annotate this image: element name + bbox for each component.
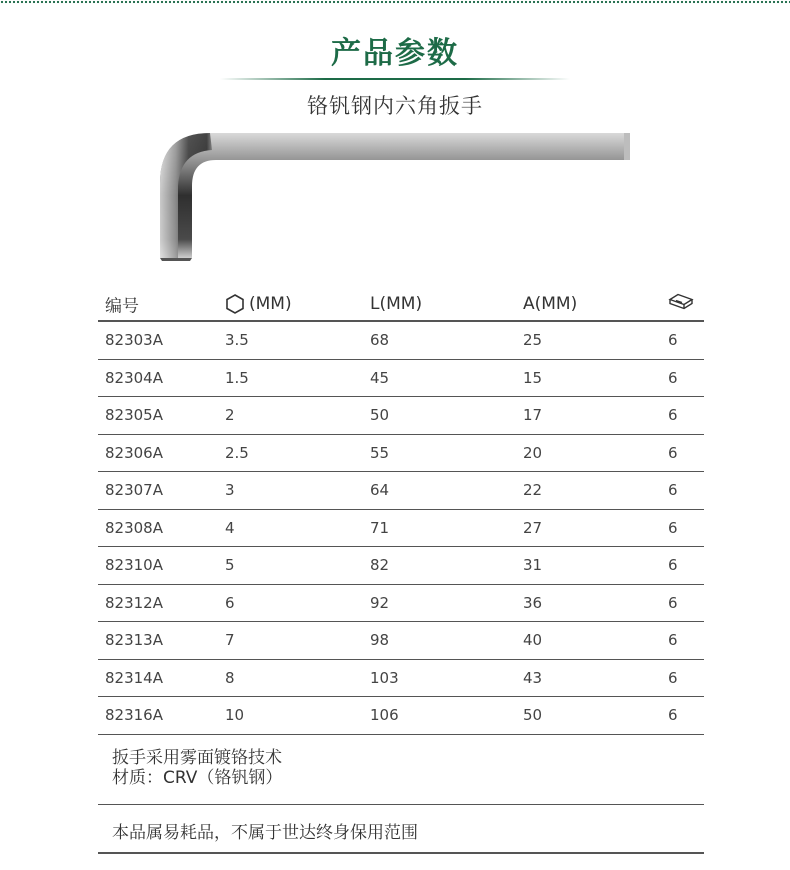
cell-size: 8 (225, 668, 235, 687)
header-size (225, 294, 292, 314)
cell-qty: 6 (668, 331, 678, 350)
cell-size: 4 (225, 518, 235, 537)
cell-a: 27 (523, 518, 543, 537)
cell-size: 3.5 (225, 331, 249, 350)
cell-qty: 6 (668, 706, 678, 725)
cell-qty: 6 (668, 556, 678, 575)
cell-length: 64 (370, 481, 390, 500)
cell-qty: 6 (668, 518, 678, 537)
cell-a: 36 (523, 593, 543, 612)
cell-a: 40 (523, 631, 543, 650)
cell-size: 2 (225, 406, 235, 425)
dotted-top-border (0, 0, 790, 4)
cell-size: 2.5 (225, 443, 249, 462)
cell-code: 82306A (105, 443, 163, 462)
table-row (98, 322, 704, 360)
header-qty (668, 292, 694, 317)
cell-length: 55 (370, 443, 390, 462)
cell-a: 25 (523, 331, 543, 350)
cell-qty: 6 (668, 406, 678, 425)
hex-key-wrench-image (150, 128, 640, 263)
cell-qty: 6 (668, 593, 678, 612)
cell-length: 71 (370, 518, 390, 537)
product-name: 铬钒钢内六角扳手 (307, 94, 483, 118)
cell-length: 92 (370, 593, 390, 612)
cell-code: 82308A (105, 518, 163, 537)
warranty-note-box (98, 806, 704, 854)
cell-length: 103 (370, 668, 399, 687)
spec-table (98, 284, 704, 735)
hexagon-icon (225, 294, 245, 314)
cell-length: 50 (370, 406, 390, 425)
table-row (98, 660, 704, 698)
table-row (98, 472, 704, 510)
cell-size: 7 (225, 631, 235, 650)
cell-a: 17 (523, 406, 543, 425)
title-divider (220, 78, 570, 80)
material-notes (98, 748, 704, 805)
table-row (98, 547, 704, 585)
cell-length: 45 (370, 368, 390, 387)
cell-size: 10 (225, 706, 245, 725)
cell-a: 15 (523, 368, 543, 387)
note-warranty: 本品属易耗品，不属于世达终身保用范围 (112, 823, 418, 843)
table-row (98, 622, 704, 660)
package-icon (668, 292, 694, 312)
table-row (98, 510, 704, 548)
header-code: 编号 (105, 296, 139, 317)
note-finish: 扳手采用雾面镀铬技术 (112, 748, 282, 768)
cell-code: 82313A (105, 631, 163, 650)
cell-qty: 6 (668, 668, 678, 687)
cell-a: 20 (523, 443, 543, 462)
header-length: L(MM) (370, 294, 423, 314)
cell-code: 82307A (105, 481, 163, 500)
cell-length: 106 (370, 706, 399, 725)
cell-size: 6 (225, 593, 235, 612)
table-row (98, 697, 704, 735)
table-row (98, 435, 704, 473)
cell-length: 68 (370, 331, 390, 350)
cell-code: 82304A (105, 368, 163, 387)
cell-code: 82310A (105, 556, 163, 575)
cell-a: 31 (523, 556, 543, 575)
cell-qty: 6 (668, 631, 678, 650)
cell-size: 3 (225, 481, 235, 500)
table-row (98, 585, 704, 623)
table-row (98, 397, 704, 435)
page-title: 产品参数 (331, 36, 459, 71)
cell-code: 82312A (105, 593, 163, 612)
cell-qty: 6 (668, 481, 678, 500)
cell-qty: 6 (668, 443, 678, 462)
cell-code: 82305A (105, 406, 163, 425)
cell-length: 98 (370, 631, 390, 650)
table-header (98, 284, 704, 322)
cell-a: 50 (523, 706, 543, 725)
table-row (98, 360, 704, 398)
cell-a: 22 (523, 481, 543, 500)
cell-size: 5 (225, 556, 235, 575)
cell-code: 82314A (105, 668, 163, 687)
cell-qty: 6 (668, 368, 678, 387)
cell-code: 82303A (105, 331, 163, 350)
header-a-length: A(MM) (523, 294, 578, 314)
header-size-label: (MM) (249, 294, 292, 314)
cell-size: 1.5 (225, 368, 249, 387)
cell-length: 82 (370, 556, 390, 575)
cell-a: 43 (523, 668, 543, 687)
note-material: 材质：CRV（铬钒钢） (112, 768, 283, 788)
cell-code: 82316A (105, 706, 163, 725)
